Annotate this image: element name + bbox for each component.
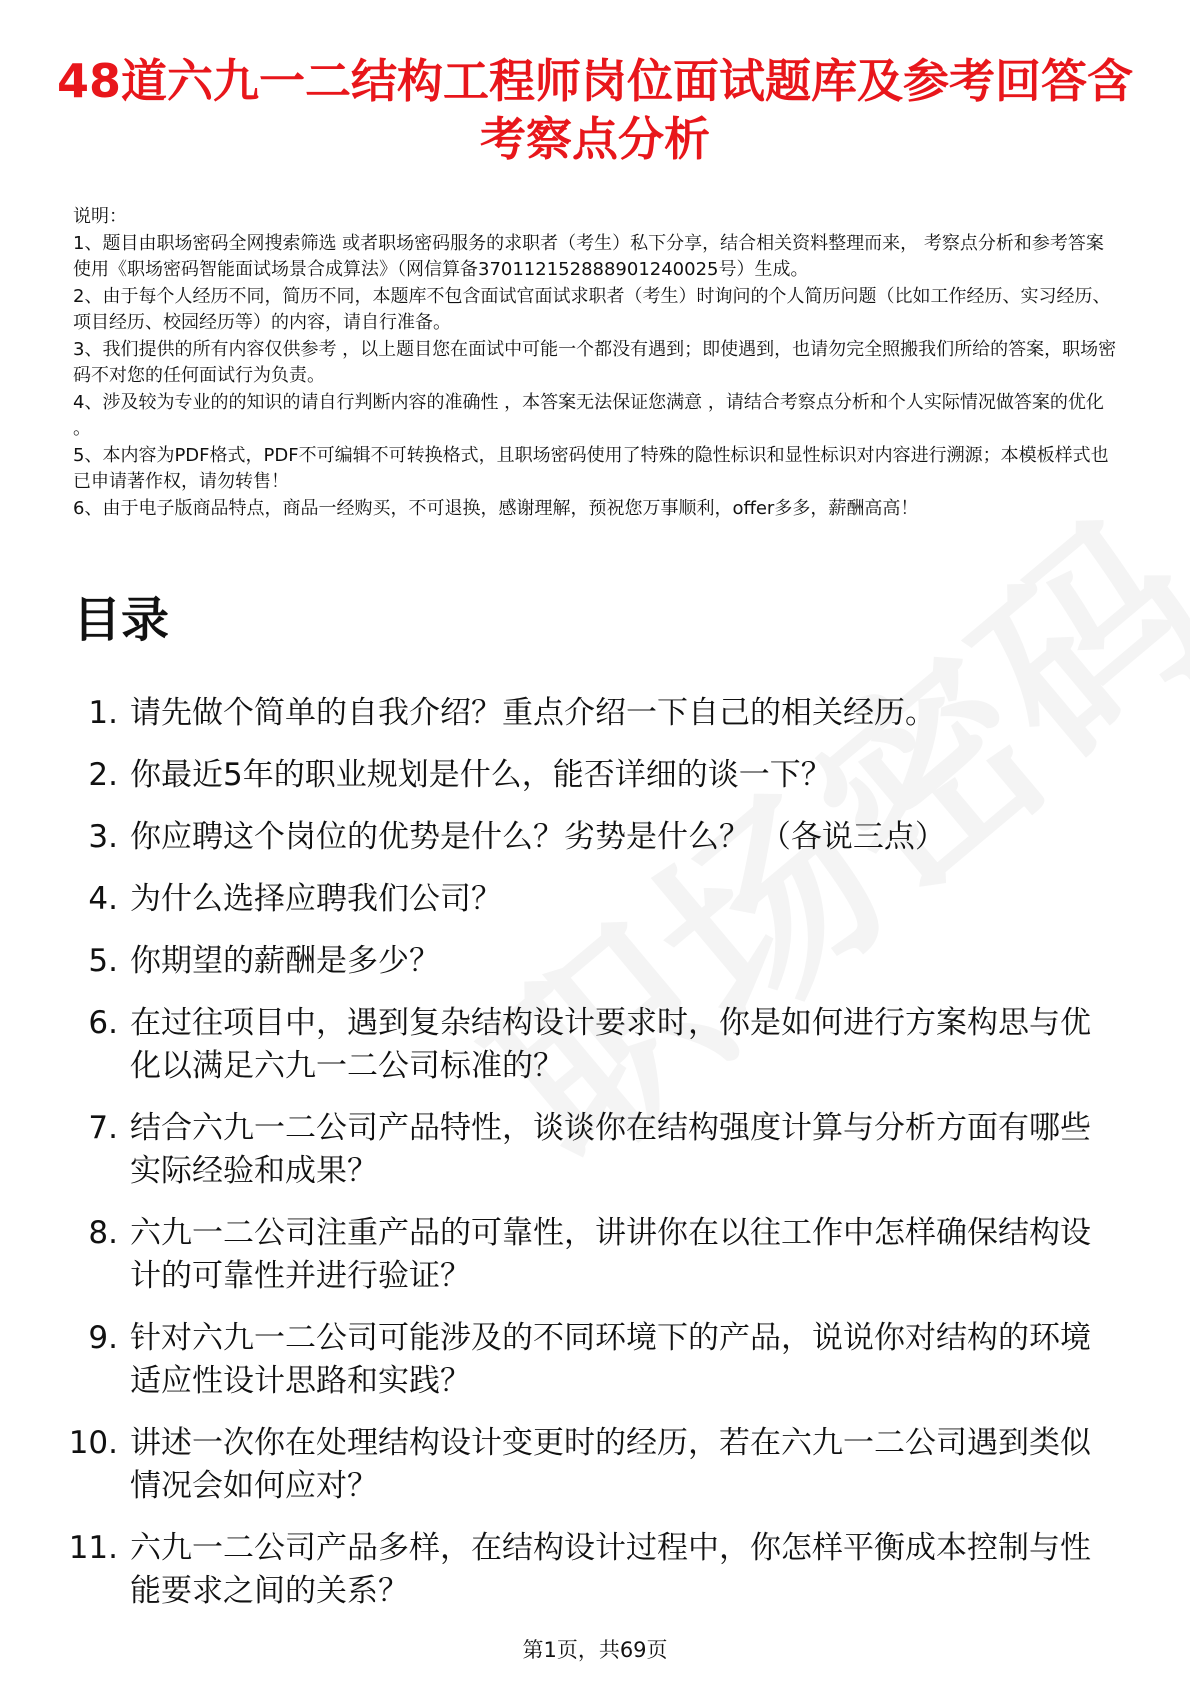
note-item: 3、我们提供的所有内容仅供参考 ，以上题目您在面试中可能一个都没有遇到；即使遇到，也请勿完全照搬我们所给的答案，职场密码不对您的任何面试行为负责。 [73, 338, 1117, 386]
toc-item[interactable] [50, 692, 1120, 735]
toc-text: 讲述一次你在处理结构设计变更时的经历，若在六九一二公司遇到类似情况会如何应对？ [130, 1425, 1091, 1504]
toc-number: 6. [88, 1005, 118, 1041]
note-item: 2、由于每个人经历不同，简历不同，本题库不包含面试官面试求职者（考生）时询问的个人简历问题（比如工作经历、实习经历、项目经历、校园经历等）的内容，请自行准备。 [73, 285, 1111, 333]
toc-item[interactable] [50, 816, 1120, 859]
toc-number: 10. [68, 1425, 118, 1461]
document-title: 48道六九一二结构工程师岗位面试题库及参考回答含考察点分析 [56, 54, 1133, 166]
toc-number: 8. [88, 1215, 118, 1251]
toc-item[interactable] [50, 1317, 1120, 1403]
toc-text: 在过往项目中，遇到复杂结构设计要求时，你是如何进行方案构思与优化以满足六九一二公司标准的？ [130, 1005, 1091, 1084]
toc-text: 结合六九一二公司产品特性，谈谈你在结构强度计算与分析方面有哪些实际经验和成果？ [130, 1110, 1091, 1189]
notes-heading: 说明： [73, 206, 127, 227]
notes-section [73, 204, 1120, 522]
toc-number: 5. [88, 943, 118, 979]
toc-text: 六九一二公司产品多样，在结构设计过程中，你怎样平衡成本控制与性能要求之间的关系？ [130, 1530, 1091, 1609]
toc-text: 为什么选择应聘我们公司？ [130, 881, 502, 917]
toc-item[interactable] [50, 1422, 1120, 1508]
toc-text: 请先做个简单的自我介绍？重点介绍一下自己的相关经历。 [130, 695, 936, 731]
toc-text: 你应聘这个岗位的优势是什么？劣势是什么？ （各说三点） [130, 819, 946, 855]
toc-number: 2. [88, 757, 118, 793]
toc-heading: 目录 [73, 592, 170, 648]
toc-item[interactable] [50, 878, 1120, 921]
toc-item[interactable] [50, 1527, 1120, 1613]
toc-item[interactable] [50, 1212, 1120, 1298]
toc-text: 针对六九一二公司可能涉及的不同环境下的产品，说说你对结构的环境适应性设计思路和实践？ [130, 1320, 1091, 1399]
toc-number: 4. [88, 881, 118, 917]
note-item: 5、本内容为PDF格式，PDF不可编辑不可转换格式，且职场密码使用了特殊的隐性标识和显性标识对内容进行溯源；本模板样式也已申请著作权，请勿转售！ [73, 444, 1109, 492]
toc-number: 11. [68, 1530, 118, 1566]
toc-list [50, 692, 1120, 1632]
note-item: 6、由于电子版商品特点，商品一经购买，不可退换，感谢理解，预祝您万事顺利，offer多多，薪酬高高！ [73, 497, 919, 519]
toc-item[interactable] [50, 754, 1120, 797]
toc-number: 7. [88, 1110, 118, 1146]
note-item: 4、涉及较为专业的的知识的请自行判断内容的准确性 ，本答案无法保证您满意 ，请结合考察点分析和个人实际情况做答案的优化 。 [73, 391, 1104, 439]
toc-number: 3. [88, 819, 118, 855]
toc-text: 你最近5年的职业规划是什么，能否详细的谈一下？ [130, 757, 832, 793]
toc-number: 1. [88, 695, 118, 731]
toc-item[interactable] [50, 940, 1120, 983]
toc-number: 9. [88, 1320, 118, 1356]
note-item: 1、题目由职场密码全网搜索筛选 或者职场密码服务的求职者（考生）私下分享，结合相关资料整理而来， 考察点分析和参考答案使用《职场密码智能面试场景合成算法》（网信算备370112152888901240025号）生成。 [73, 232, 1104, 280]
toc-item[interactable] [50, 1107, 1120, 1193]
toc-text: 你期望的薪酬是多少？ [130, 943, 440, 979]
toc-item[interactable] [50, 1002, 1120, 1088]
toc-text: 六九一二公司注重产品的可靠性，讲讲你在以往工作中怎样确保结构设计的可靠性并进行验证？ [130, 1215, 1091, 1294]
page-footer: 第1页，共69页 [522, 1638, 668, 1662]
